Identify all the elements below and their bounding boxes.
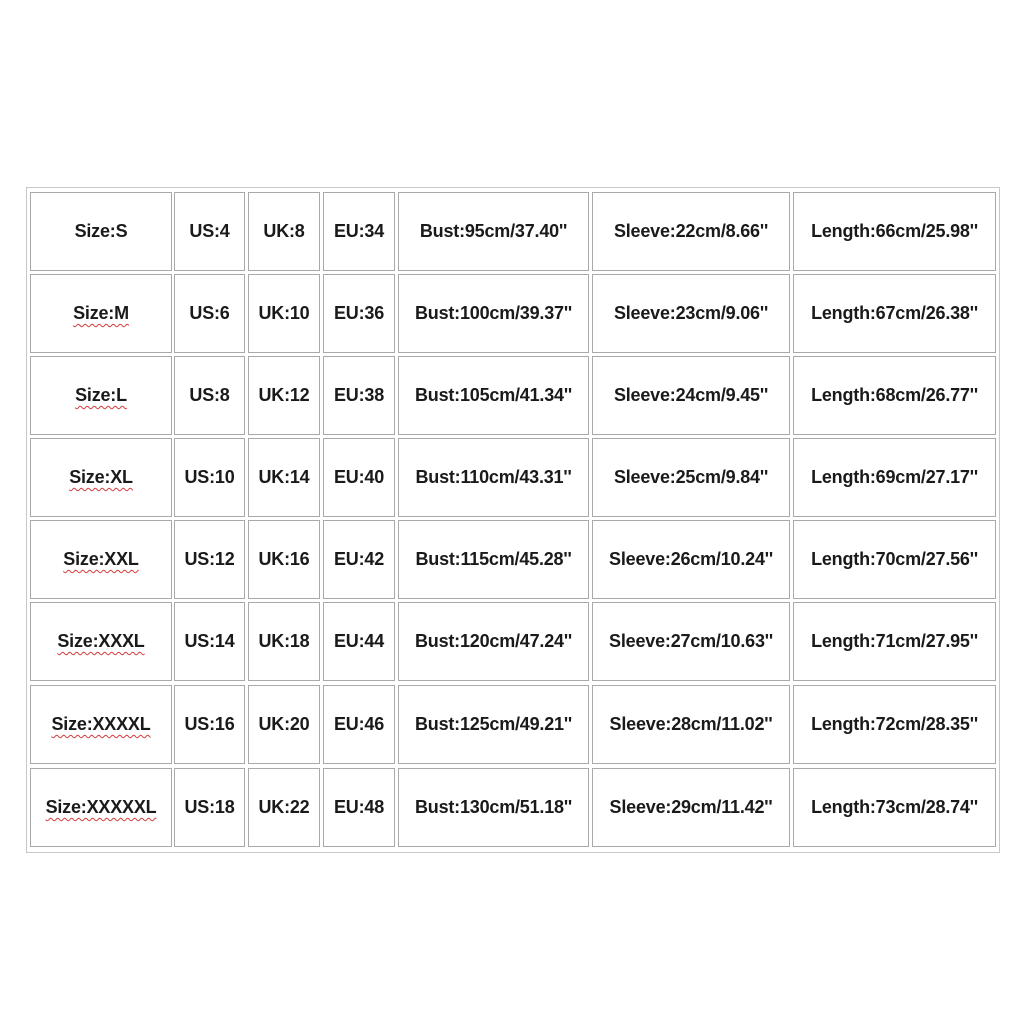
sleeve-cell-text: Sleeve:26cm/10.24''	[609, 549, 773, 569]
table-row	[27, 520, 997, 599]
size-cell-text: Size:M	[73, 303, 129, 323]
length-cell	[793, 685, 996, 764]
sleeve-cell-text: Sleeve:24cm/9.45''	[613, 385, 769, 405]
bust-cell	[398, 438, 589, 517]
eu-cell-text: EU:40	[333, 467, 385, 487]
us-cell-text: US:18	[184, 797, 235, 817]
table-row	[27, 685, 997, 764]
uk-cell-text: UK:16	[258, 549, 310, 569]
eu-cell-text: EU:34	[333, 221, 385, 241]
bust-cell-text: Bust:100cm/39.37''	[414, 303, 573, 323]
us-cell	[174, 768, 245, 847]
us-cell	[174, 520, 245, 599]
eu-cell	[323, 356, 395, 435]
sleeve-cell-text: Sleeve:23cm/9.06''	[613, 303, 769, 323]
length-cell-text: Length:72cm/28.35''	[811, 714, 978, 734]
bust-cell	[398, 274, 589, 353]
sleeve-cell-text: Sleeve:29cm/11.42''	[609, 797, 773, 817]
eu-cell-text: EU:42	[333, 549, 385, 569]
length-cell-text: Length:67cm/26.38''	[811, 303, 978, 323]
uk-cell	[248, 685, 320, 764]
sleeve-cell-text: Sleeve:28cm/11.02''	[609, 714, 773, 734]
sleeve-cell	[592, 274, 790, 353]
length-cell	[793, 602, 996, 681]
us-cell-text: US:4	[189, 221, 230, 241]
size-cell	[30, 602, 172, 681]
table-row	[27, 438, 997, 517]
uk-cell-text: UK:10	[258, 303, 310, 323]
sleeve-cell	[592, 768, 790, 847]
sleeve-cell-text: Sleeve:22cm/8.66''	[613, 221, 769, 241]
uk-cell	[248, 602, 320, 681]
eu-cell-text: EU:46	[333, 714, 385, 734]
bust-cell-text: Bust:105cm/41.34''	[414, 385, 573, 405]
sleeve-cell-text: Sleeve:27cm/10.63''	[609, 631, 773, 651]
eu-cell-text: EU:44	[333, 631, 385, 651]
bust-cell	[398, 602, 589, 681]
sleeve-cell	[592, 438, 790, 517]
size-chart-table	[26, 187, 1000, 853]
uk-cell	[248, 520, 320, 599]
eu-cell-text: EU:38	[333, 385, 385, 405]
bust-cell-text: Bust:95cm/37.40''	[419, 221, 568, 241]
length-cell	[793, 274, 996, 353]
bust-cell-text: Bust:120cm/47.24''	[414, 631, 573, 651]
uk-cell	[248, 438, 320, 517]
uk-cell	[248, 356, 320, 435]
eu-cell	[323, 274, 395, 353]
us-cell-text: US:6	[189, 303, 230, 323]
size-cell-text: Size:XXL	[63, 549, 139, 569]
us-cell-text: US:10	[184, 467, 235, 487]
length-cell-text: Length:68cm/26.77''	[811, 385, 978, 405]
bust-cell-text: Bust:125cm/49.21''	[414, 714, 573, 734]
length-cell-text: Length:71cm/27.95''	[811, 631, 978, 651]
bust-cell	[398, 768, 589, 847]
size-cell	[30, 274, 172, 353]
us-cell	[174, 685, 245, 764]
uk-cell	[248, 192, 320, 271]
table-row	[27, 192, 997, 271]
us-cell	[174, 274, 245, 353]
size-cell-text: Size:S	[74, 221, 128, 241]
size-cell	[30, 438, 172, 517]
size-cell-text: Size:XL	[69, 467, 133, 487]
length-cell-text: Length:69cm/27.17''	[811, 467, 978, 487]
size-cell-text: Size:XXXXXL	[45, 797, 157, 817]
size-cell-text: Size:L	[75, 385, 127, 405]
us-cell	[174, 192, 245, 271]
size-cell	[30, 520, 172, 599]
bust-cell-text: Bust:130cm/51.18''	[414, 797, 573, 817]
uk-cell-text: UK:14	[258, 467, 310, 487]
uk-cell-text: UK:18	[258, 631, 310, 651]
bust-cell-text: Bust:115cm/45.28''	[415, 549, 572, 569]
length-cell-text: Length:73cm/28.74''	[811, 797, 978, 817]
length-cell	[793, 438, 996, 517]
uk-cell-text: UK:22	[258, 797, 310, 817]
us-cell	[174, 356, 245, 435]
eu-cell	[323, 685, 395, 764]
table-row	[27, 602, 997, 681]
eu-cell	[323, 602, 395, 681]
bust-cell-text: Bust:110cm/43.31''	[415, 467, 572, 487]
eu-cell-text: EU:48	[333, 797, 385, 817]
eu-cell	[323, 438, 395, 517]
length-cell-text: Length:66cm/25.98''	[811, 221, 978, 241]
sleeve-cell	[592, 602, 790, 681]
sleeve-cell	[592, 520, 790, 599]
sleeve-cell	[592, 192, 790, 271]
us-cell-text: US:14	[184, 631, 235, 651]
length-cell	[793, 356, 996, 435]
table-row	[27, 274, 997, 353]
size-cell-text: Size:XXXXL	[51, 714, 151, 734]
bust-cell	[398, 356, 589, 435]
us-cell	[174, 438, 245, 517]
us-cell-text: US:12	[184, 549, 235, 569]
size-cell	[30, 356, 172, 435]
length-cell	[793, 520, 996, 599]
eu-cell-text: EU:36	[333, 303, 385, 323]
eu-cell	[323, 768, 395, 847]
length-cell	[793, 768, 996, 847]
length-cell	[793, 192, 996, 271]
bust-cell	[398, 192, 589, 271]
table-row	[27, 356, 997, 435]
uk-cell	[248, 274, 320, 353]
uk-cell	[248, 768, 320, 847]
table-row	[27, 768, 997, 847]
sleeve-cell-text: Sleeve:25cm/9.84''	[613, 467, 769, 487]
sleeve-cell	[592, 356, 790, 435]
size-cell-text: Size:XXXL	[57, 631, 145, 651]
bust-cell	[398, 520, 589, 599]
uk-cell-text: UK:12	[258, 385, 310, 405]
us-cell	[174, 602, 245, 681]
length-cell-text: Length:70cm/27.56''	[811, 549, 978, 569]
size-cell	[30, 192, 172, 271]
us-cell-text: US:16	[184, 714, 235, 734]
us-cell-text: US:8	[189, 385, 230, 405]
size-cell	[30, 768, 172, 847]
size-cell	[30, 685, 172, 764]
sleeve-cell	[592, 685, 790, 764]
eu-cell	[323, 192, 395, 271]
uk-cell-text: UK:8	[263, 221, 305, 241]
uk-cell-text: UK:20	[258, 714, 310, 734]
eu-cell	[323, 520, 395, 599]
bust-cell	[398, 685, 589, 764]
